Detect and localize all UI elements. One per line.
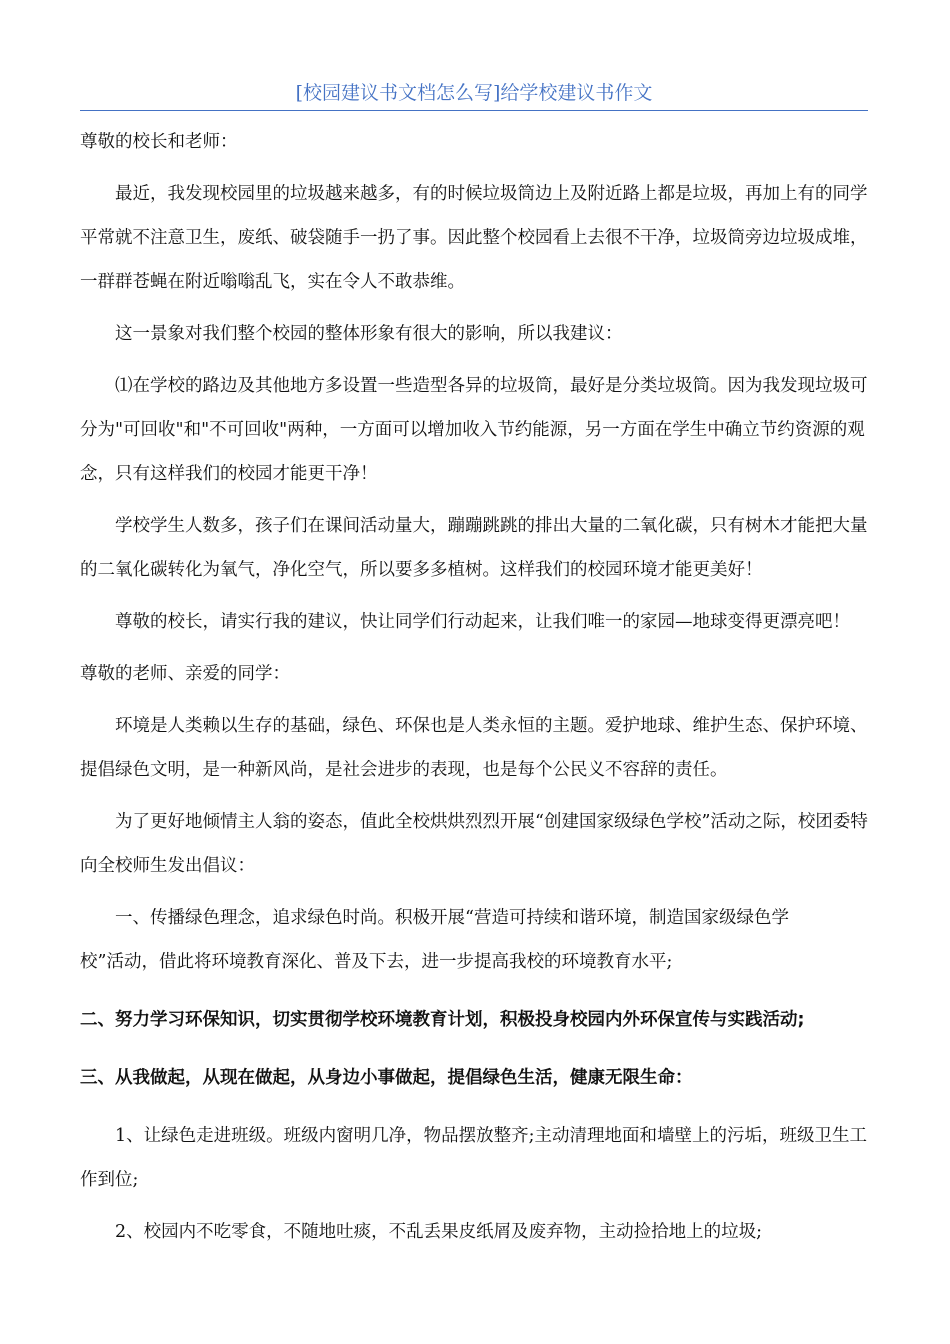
page-header-title: [校园建议书文档怎么写]给学校建议书作文 <box>295 82 653 104</box>
salutation-principal: 尊敬的校长和老师： <box>80 132 238 152</box>
initiative-subitem-2: 2、校园内不吃零食，不随地吐痰，不乱丢果皮纸屑及废弃物，主动捡拾地上的垃圾; <box>115 1222 763 1242</box>
document-body <box>80 120 868 1254</box>
paragraph-suggestion-intro: 这一景象对我们整个校园的整体形象有很大的影响，所以我建议： <box>115 324 623 344</box>
paragraph-trash-problem: 最近，我发现校园里的垃圾越来越多，有的时候垃圾筒边上及附近路上都是垃圾，再加上有的同学平常就不注意卫生，废纸、破袋随手一扔了事。因此整个校园看上去很不干净，垃圾筒旁边垃圾成堆，一群群苍蝇在附近嗡嗡乱飞，实在令人不敢恭维。 <box>80 184 868 292</box>
salutation-teachers-students: 尊敬的老师、亲爱的同学： <box>80 664 290 684</box>
paragraph-suggestion-1: ⑴在学校的路边及其他地方多设置一些造型各异的垃圾筒，最好是分类垃圾筒。因为我发现垃圾可分为"可回收"和"不可回收"两种，一方面可以增加收入节约能源，另一方面在学生中确立节约资源的观念，只有这样我们的校园才能更干净！ <box>80 376 868 484</box>
paragraph-plant-trees: 学校学生人数多，孩子们在课间活动量大，蹦蹦跳跳的排出大量的二氧化碳，只有树木才能把大量的二氧化碳转化为氧气，净化空气，所以要多多植树。这样我们的校园环境才能更美好！ <box>80 516 868 580</box>
initiative-subitem-1: 1、让绿色走进班级。班级内窗明几净，物品摆放整齐;主动清理地面和墙壁上的污垢，班级卫生工作到位; <box>80 1126 868 1190</box>
initiative-item-2: 二、努力学习环保知识，切实贯彻学校环境教育计划，积极投身校园内外环保宣传与实践活动; <box>80 1010 805 1030</box>
initiative-item-1-line-1: 一、传播绿色理念，追求绿色时尚。积极开展“营造可持续和谐环境，制造国家级绿色学 <box>115 908 789 928</box>
initiative-item-3: 三、从我做起，从现在做起，从身边小事做起，提倡绿色生活，健康无限生命： <box>80 1068 693 1088</box>
paragraph-closing-request: 尊敬的校长，请实行我的建议，快让同学们行动起来，让我们唯一的家园—地球变得更漂亮吧！ <box>115 612 850 632</box>
paragraph-initiative: 为了更好地倾情主人翁的姿态，值此全校烘烘烈烈开展“创建国家级绿色学校”活动之际，校团委特向全校师生发出倡议： <box>80 812 868 876</box>
header-rule <box>80 110 868 111</box>
paragraph-environment: 环境是人类赖以生存的基础，绿色、环保也是人类永恒的主题。爱护地球、维护生态、保护环境、提倡绿色文明，是一种新风尚，是社会进步的表现，也是每个公民义不容辞的责任。 <box>80 716 868 780</box>
initiative-item-1-line-2: 校”活动，借此将环境教育深化、普及下去，进一步提高我校的环境教育水平; <box>80 952 673 972</box>
